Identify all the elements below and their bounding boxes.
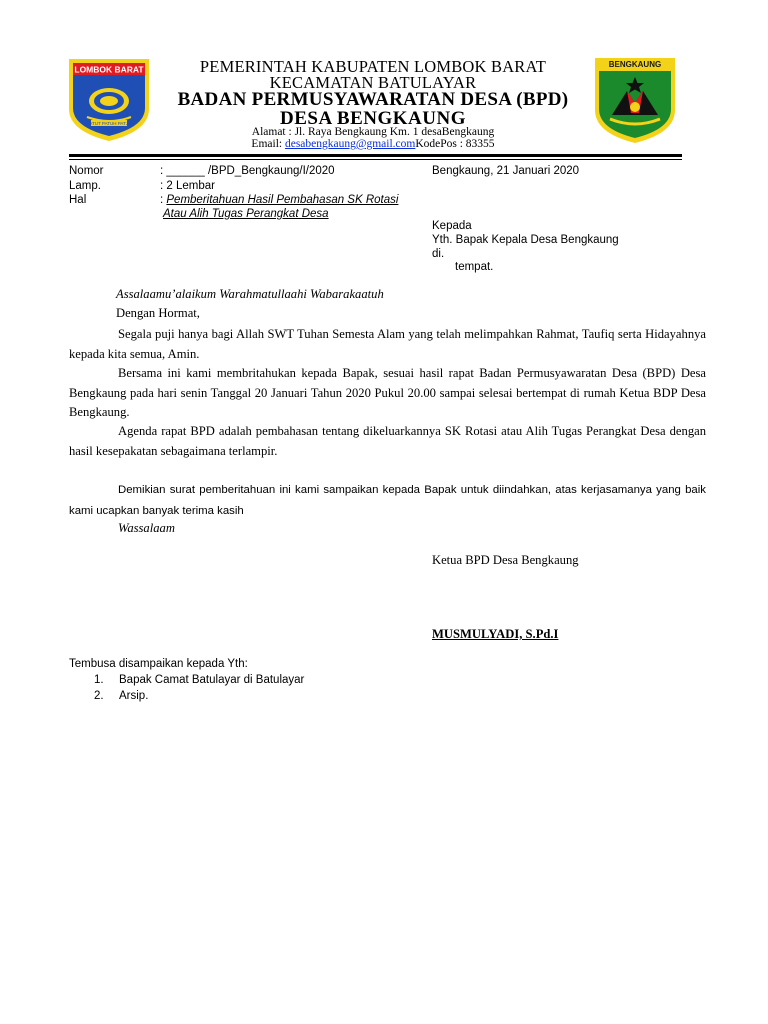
hal-subject-line1: Pemberitahuan Hasil Pembahasan SK Rotasi — [166, 194, 399, 206]
cc-heading: Tembusa disampaikan kepada Yth: — [69, 658, 248, 670]
left-logo-banner: LOMBOK BARAT — [74, 64, 144, 75]
bengkaung-logo — [592, 55, 678, 145]
greeting: Dengan Hormat, — [116, 306, 200, 320]
paragraph-closing: Demikian surat pemberitahuan ini kami sampaikan kepada Bapak untuk diindahkan, atas kerjasamanya yang baik kami ucapkan banyak terima kasih — [69, 484, 706, 517]
postcode: KodePos : 83355 — [415, 138, 495, 150]
header-village: DESA BENGKAUNG — [280, 108, 466, 129]
header-district: KECAMATAN BATULAYAR — [269, 73, 477, 92]
paragraph-1: Segala puji hanya bagi Allah SWT Tuhan Semesta Alam yang telah melimpahkan Rahmat, Taufiq serta Hidayahnya kepada kita semua, Amin. — [69, 327, 706, 361]
salam-opening: Assalaamu’alaikum Warahmatullaahi Wabarakaatuh — [116, 287, 384, 301]
hal-subject-line2: Atau Alih Tugas Perangkat Desa — [163, 208, 329, 220]
recipient-di: di. — [432, 248, 445, 260]
email-link[interactable]: desabengkaung@gmail.com — [284, 138, 416, 150]
header-contact — [150, 138, 596, 150]
nomor-label: Nomor — [69, 165, 104, 177]
recipient-tempat: tempat. — [455, 261, 494, 273]
header-address: Alamat : Jl. Raya Bengkaung Km. 1 desaBengkaung — [251, 126, 495, 138]
right-logo-banner: BENGKAUNG — [608, 60, 662, 69]
email-label: Email: — [251, 138, 285, 150]
header-rule-thin — [69, 159, 682, 160]
header-government: PEMERINTAH KABUPATEN LOMBOK BARAT — [199, 57, 547, 76]
nomor-value: : ______ /BPD_Bengkaung/I/2020 — [160, 165, 335, 177]
kepada: Kepada — [432, 220, 472, 232]
hal-value — [160, 194, 398, 206]
left-logo-motto: PATUT PATUH PATJU — [86, 121, 132, 126]
lamp-label: Lamp. — [69, 180, 101, 192]
paragraph-3: Agenda rapat BPD adalah pembahasan tentang dikeluarkannya SK Rotasi atau Alih Tugas Perangkat Desa dengan hasil kesepakatan sebagaimana terlampir. — [69, 424, 706, 458]
salam-closing: Wassalaam — [118, 521, 175, 535]
hal-colon: : — [160, 194, 167, 206]
hal-label: Hal — [69, 194, 87, 206]
lamp-value: : 2 Lembar — [160, 180, 215, 192]
lombok-barat-logo — [67, 57, 151, 143]
header-rule-thick — [69, 154, 682, 157]
letter-date: Bengkaung, 21 Januari 2020 — [432, 165, 580, 177]
header-bpd: BADAN PERMUSYAWARATAN DESA (BPD) — [177, 89, 569, 110]
signature-title: Ketua BPD Desa Bengkaung — [432, 553, 579, 567]
recipient: Yth. Bapak Kepala Desa Bengkaung — [432, 234, 619, 246]
paragraph-2: Bersama ini kami membritahukan kepada Bapak, sesuai hasil rapat Badan Permusyawaratan Desa (BPD) Desa Bengkaung pada hari senin Tanggal 20 Januari Tahun 2020 Pukul 20.00 sampai selesai bertempat di rumah Ketua BDP Desa Bengkaung. — [69, 366, 706, 419]
signature-name: MUSMULYADI, S.Pd.I — [432, 627, 559, 641]
